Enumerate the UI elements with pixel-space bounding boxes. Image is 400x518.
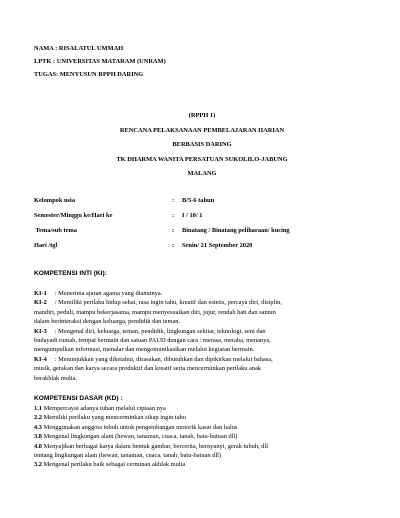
ki-heading: KOMPETENSI INTI (KI): — [34, 270, 107, 277]
kd-item-4-3 — [34, 423, 370, 432]
ki-text: : Menunjukkan yang diketahui, dirasakan, dibutuhkan dan dipikirkan melalui bahasa, — [46, 355, 273, 363]
kd-code: 4.3 — [34, 423, 42, 431]
header-lptk: LPTK : UNIVERSITAS MATARAM (UNRAM) — [34, 58, 166, 65]
ki-text: : Memiliki perilaku hidup sehat, rasa ingin tahu, kreatif dan estetis, percaya diri, disiplin, — [46, 299, 282, 307]
kd-item-3-8 — [34, 432, 370, 441]
kd-text: Menggunakan anggota tubuh untuk pengembangan motorik kasar dan halus — [42, 423, 238, 431]
header-tugas: TUGAS: MENYUSUN RPPH DARING — [34, 71, 144, 78]
title-berbasis: BERBASIS DARING — [172, 141, 232, 148]
header-nama: NAMA : RISALATUL UMMAH — [34, 45, 124, 52]
info-colon: : — [172, 212, 175, 219]
ki-item-4 — [34, 355, 370, 364]
ki-code: KI-3 — [34, 327, 47, 335]
info-colon: : — [172, 227, 175, 234]
ki-item-2 — [34, 298, 370, 307]
title-school: TK DHARMA WANITA PERSATUAN SUKOLILO-JABUNG — [116, 156, 288, 163]
info-colon: : — [172, 242, 175, 249]
kd-item-3-2 — [34, 460, 370, 469]
ki-text-line: dalam berinteraksi dengan keluarga, pendidik dan teman. — [34, 318, 181, 326]
info-value: Senin/ 21 September 2020 — [182, 242, 253, 249]
ki-item-3 — [34, 327, 370, 336]
kd-text: Mempercayai adanya tuhan melalui ciptaan nya — [42, 405, 166, 412]
kd-text-line: tentang lingkungan alam (hewan, tanaman, cuaca, tanah, batu-batuan dll) — [34, 451, 222, 459]
kd-list — [34, 404, 370, 470]
info-value: B/5-6 tahun — [182, 197, 215, 204]
kd-code: 2.2 — [34, 414, 42, 422]
info-value: I / 10/ 1 — [182, 212, 203, 219]
title-rpph: (RPPH 1) — [188, 112, 216, 119]
info-colon: : — [172, 197, 175, 204]
ki-text: : Mengenal diri, keluarga, teman, pendidik, lingkungan sekitar, teknologi, seni dan — [46, 327, 266, 335]
ki-list — [34, 289, 370, 383]
ki-text: : Menerima ajaran agama yang dianutnya. — [46, 290, 163, 297]
title-rencana: RENCANA PELAKSANAAN PEMBELAJARAN HARIAN — [119, 127, 285, 134]
ki-code: KI-4 — [34, 355, 47, 363]
info-label: Hari /tgl — [34, 242, 58, 249]
kd-item-2-2 — [34, 413, 370, 422]
kd-code: 3.8 — [34, 433, 42, 441]
ki-code: KI-1 — [34, 290, 47, 297]
kd-heading: KOMPETENSI DASAR (KD) : — [34, 395, 123, 402]
info-value: Binatang / Binatang peliharaan/ kucing — [182, 227, 290, 234]
ki-text-line: musik, gerakan dan karya secara produktif dan kreatif serta mencerminkan perilaku anak — [34, 365, 262, 373]
ki-item-1 — [34, 289, 370, 298]
kd-text: Menyajikan berbagai karya dalam bentuk gambar, bercerita, bernyanyi, gerak tubuh, dll — [42, 442, 268, 450]
kd-item-4-8 — [34, 442, 370, 451]
kd-text: Mengenal perilaku baik sebagai cerminan akhlak mulia — [42, 461, 186, 469]
kd-code: 4.8 — [34, 442, 42, 450]
ki-text-line: mengumpulkan informasi, menalar dan mengomunikasikan melalui kegiatan bermain. — [34, 346, 255, 354]
ki-code: KI-2 — [34, 299, 47, 307]
ki-text-line: berakhlak mulia. — [34, 374, 77, 382]
kd-text: Memiliki perilaku yang mencerminkan sikap ingin tahu — [42, 414, 186, 422]
info-label: Semester/Minggu ke/Hari ke — [34, 212, 113, 219]
ki-text-line: mandiri, peduli, mampu bekerjasama, mampu menyesuaikan diri, jujur, rendah hati dan santun — [34, 308, 276, 316]
title-city: MALANG — [187, 170, 217, 177]
info-label: Kelompok usia — [34, 197, 76, 204]
info-label: Tema/sub tema — [34, 227, 77, 234]
kd-item-1-1 — [34, 404, 370, 413]
kd-code: 1.1 — [34, 405, 42, 412]
kd-text: Mengenal lingkungan alam (hewan, tanaman, cuaca, tanah, batu-batuan dll) — [42, 433, 238, 441]
ki-text-line: budayadi rumah, tempat bermain dan satuan PAUD dengan cara : merasa, meraba, menanya, — [34, 336, 271, 344]
kd-code: 3.2 — [34, 461, 42, 469]
